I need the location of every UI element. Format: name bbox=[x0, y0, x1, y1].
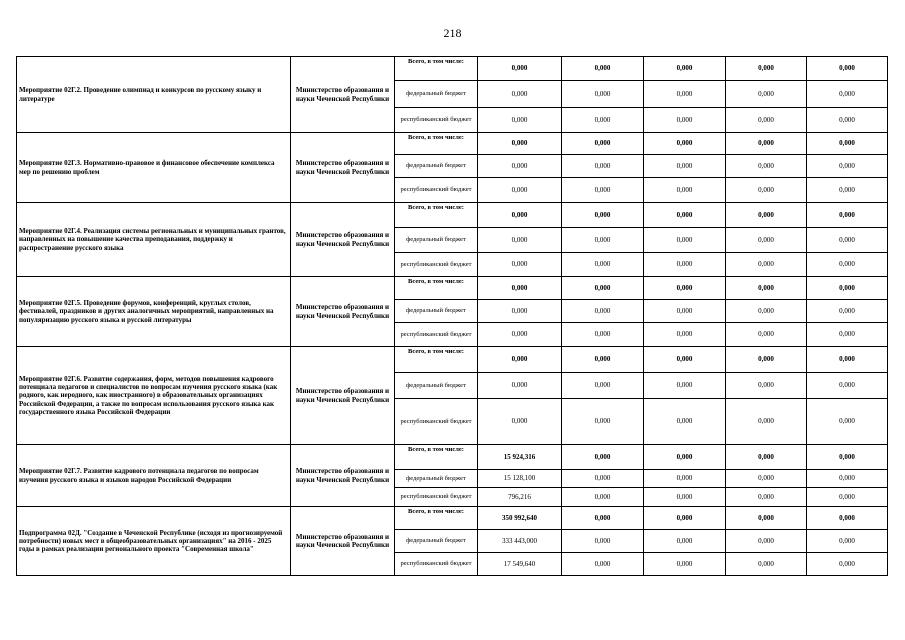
amount-cell: 0,000 bbox=[726, 347, 807, 373]
event-name-cell: Мероприятие 02Г.3. Нормативно-правовое и финансовое обеспечение комплекса мер по решению проблем bbox=[17, 133, 291, 203]
amount-cell: 0,000 bbox=[644, 253, 726, 277]
amount-cell: 0,000 bbox=[562, 133, 644, 155]
table-row-total bbox=[17, 277, 888, 300]
amount-cell: 15 128,100 bbox=[478, 470, 562, 488]
amount-cell: 0,000 bbox=[562, 323, 644, 347]
funding-source-cell: республиканский бюджет bbox=[395, 178, 478, 203]
budget-table bbox=[16, 56, 888, 576]
amount-cell: 0,000 bbox=[562, 399, 644, 445]
amount-cell: 0,000 bbox=[478, 300, 562, 323]
amount-cell: 0,000 bbox=[807, 178, 888, 203]
amount-cell: 0,000 bbox=[807, 530, 888, 553]
amount-cell: 0,000 bbox=[807, 399, 888, 445]
amount-cell: 0,000 bbox=[726, 277, 807, 300]
amount-cell: 0,000 bbox=[644, 277, 726, 300]
amount-cell: 0,000 bbox=[807, 228, 888, 253]
amount-cell: 15 924,316 bbox=[478, 445, 562, 470]
amount-cell: 0,000 bbox=[644, 553, 726, 576]
amount-cell: 0,000 bbox=[562, 373, 644, 399]
amount-cell: 0,000 bbox=[807, 300, 888, 323]
amount-cell: 0,000 bbox=[807, 507, 888, 530]
funding-source-cell: Всего, в том числе: bbox=[395, 203, 478, 228]
amount-cell: 0,000 bbox=[726, 228, 807, 253]
amount-cell: 0,000 bbox=[807, 277, 888, 300]
amount-cell: 0,000 bbox=[562, 488, 644, 507]
executor-cell: Министерство образования и науки Чеченской Республики bbox=[291, 57, 395, 133]
amount-cell: 17 549,640 bbox=[478, 553, 562, 576]
amount-cell: 0,000 bbox=[726, 155, 807, 178]
amount-cell: 0,000 bbox=[562, 553, 644, 576]
event-name-cell: Подпрограмма 02Д. "Создание в Чеченской Республике (исходя из прогнозируемой потребности) новых мест в общеобразовательных организациях" на 2016 - 2025 годы в рамках реализации регионального проекта "Современная школа" bbox=[17, 507, 291, 576]
executor-cell: Министерство образования и науки Чеченской Республики bbox=[291, 445, 395, 507]
table-row-total bbox=[17, 445, 888, 470]
executor-cell: Министерство образования и науки Чеченской Республики bbox=[291, 277, 395, 347]
amount-cell: 0,000 bbox=[726, 399, 807, 445]
funding-source-cell: Всего, в том числе: bbox=[395, 133, 478, 155]
amount-cell: 0,000 bbox=[478, 81, 562, 108]
amount-cell: 0,000 bbox=[562, 57, 644, 81]
amount-cell: 0,000 bbox=[726, 81, 807, 108]
amount-cell: 0,000 bbox=[726, 553, 807, 576]
amount-cell: 0,000 bbox=[644, 155, 726, 178]
amount-cell: 0,000 bbox=[726, 300, 807, 323]
amount-cell: 0,000 bbox=[807, 253, 888, 277]
funding-source-cell: федеральный бюджет bbox=[395, 81, 478, 108]
amount-cell: 0,000 bbox=[562, 108, 644, 133]
amount-cell: 0,000 bbox=[807, 57, 888, 81]
executor-cell: Министерство образования и науки Чеченской Республики bbox=[291, 133, 395, 203]
amount-cell: 0,000 bbox=[644, 488, 726, 507]
amount-cell: 0,000 bbox=[478, 178, 562, 203]
executor-cell: Министерство образования и науки Чеченской Республики bbox=[291, 347, 395, 445]
funding-source-cell: федеральный бюджет bbox=[395, 300, 478, 323]
amount-cell: 0,000 bbox=[644, 373, 726, 399]
funding-source-cell: федеральный бюджет bbox=[395, 470, 478, 488]
event-name-cell: Мероприятие 02Г.2. Проведение олимпиад и конкурсов по русскому языку и литературе bbox=[17, 57, 291, 133]
amount-cell: 0,000 bbox=[644, 228, 726, 253]
amount-cell: 0,000 bbox=[644, 323, 726, 347]
amount-cell: 0,000 bbox=[726, 530, 807, 553]
amount-cell: 0,000 bbox=[478, 373, 562, 399]
amount-cell: 0,000 bbox=[807, 445, 888, 470]
amount-cell: 0,000 bbox=[644, 347, 726, 373]
amount-cell: 0,000 bbox=[562, 203, 644, 228]
executor-cell: Министерство образования и науки Чеченской Республики bbox=[291, 203, 395, 277]
funding-source-cell: федеральный бюджет bbox=[395, 228, 478, 253]
amount-cell: 0,000 bbox=[807, 373, 888, 399]
page-number: 218 bbox=[443, 26, 462, 40]
table-row-total bbox=[17, 347, 888, 373]
amount-cell: 0,000 bbox=[726, 133, 807, 155]
amount-cell: 0,000 bbox=[726, 178, 807, 203]
amount-cell: 0,000 bbox=[478, 203, 562, 228]
funding-source-cell: республиканский бюджет bbox=[395, 253, 478, 277]
table-row-total bbox=[17, 507, 888, 530]
funding-source-cell: республиканский бюджет bbox=[395, 488, 478, 507]
event-name-cell: Мероприятие 02Г.5. Проведение форумов, конференций, круглых столов, фестивалей, праздников и других аналогичных мероприятий, направленных на популяризацию русского языка и русской литературы bbox=[17, 277, 291, 347]
amount-cell: 0,000 bbox=[562, 347, 644, 373]
amount-cell: 0,000 bbox=[726, 470, 807, 488]
amount-cell: 0,000 bbox=[644, 133, 726, 155]
amount-cell: 0,000 bbox=[478, 277, 562, 300]
amount-cell: 0,000 bbox=[726, 373, 807, 399]
event-name-cell: Мероприятие 02Г.4. Реализация системы региональных и муниципальных грантов, направленных на повышение качества преподавания, поддержку и распространение русского языка bbox=[17, 203, 291, 277]
funding-source-cell: республиканский бюджет bbox=[395, 323, 478, 347]
amount-cell: 0,000 bbox=[807, 323, 888, 347]
table-row-total bbox=[17, 133, 888, 155]
funding-source-cell: федеральный бюджет bbox=[395, 530, 478, 553]
amount-cell: 0,000 bbox=[478, 57, 562, 81]
event-name-cell: Мероприятие 02Г.7. Развитие кадрового потенциала педагогов по вопросам изучения русского языка и языков народов Российской Федерации bbox=[17, 445, 291, 507]
amount-cell: 0,000 bbox=[807, 81, 888, 108]
amount-cell: 0,000 bbox=[726, 108, 807, 133]
amount-cell: 0,000 bbox=[644, 203, 726, 228]
amount-cell: 0,000 bbox=[478, 133, 562, 155]
amount-cell: 0,000 bbox=[644, 108, 726, 133]
amount-cell: 0,000 bbox=[807, 133, 888, 155]
amount-cell: 0,000 bbox=[562, 228, 644, 253]
amount-cell: 0,000 bbox=[644, 57, 726, 81]
funding-source-cell: республиканский бюджет bbox=[395, 399, 478, 445]
amount-cell: 0,000 bbox=[478, 253, 562, 277]
amount-cell: 0,000 bbox=[807, 203, 888, 228]
amount-cell: 0,000 bbox=[562, 81, 644, 108]
amount-cell: 0,000 bbox=[478, 155, 562, 178]
amount-cell: 0,000 bbox=[644, 507, 726, 530]
amount-cell: 0,000 bbox=[478, 108, 562, 133]
amount-cell: 0,000 bbox=[562, 277, 644, 300]
amount-cell: 0,000 bbox=[478, 347, 562, 373]
amount-cell: 0,000 bbox=[562, 253, 644, 277]
funding-source-cell: Всего, в том числе: bbox=[395, 507, 478, 530]
amount-cell: 0,000 bbox=[807, 488, 888, 507]
amount-cell: 0,000 bbox=[807, 108, 888, 133]
amount-cell: 0,000 bbox=[726, 445, 807, 470]
table-row-total bbox=[17, 57, 888, 81]
amount-cell: 0,000 bbox=[478, 228, 562, 253]
amount-cell: 0,000 bbox=[562, 507, 644, 530]
amount-cell: 0,000 bbox=[726, 323, 807, 347]
amount-cell: 0,000 bbox=[807, 347, 888, 373]
funding-source-cell: Всего, в том числе: bbox=[395, 57, 478, 81]
funding-source-cell: федеральный бюджет bbox=[395, 155, 478, 178]
table-row-total bbox=[17, 203, 888, 228]
amount-cell: 0,000 bbox=[644, 300, 726, 323]
amount-cell: 0,000 bbox=[726, 203, 807, 228]
amount-cell: 0,000 bbox=[644, 81, 726, 108]
amount-cell: 0,000 bbox=[562, 155, 644, 178]
amount-cell: 350 992,640 bbox=[478, 507, 562, 530]
funding-source-cell: Всего, в том числе: bbox=[395, 445, 478, 470]
funding-source-cell: Всего, в том числе: bbox=[395, 277, 478, 300]
amount-cell: 333 443,000 bbox=[478, 530, 562, 553]
amount-cell: 0,000 bbox=[562, 470, 644, 488]
amount-cell: 796,216 bbox=[478, 488, 562, 507]
amount-cell: 0,000 bbox=[562, 300, 644, 323]
amount-cell: 0,000 bbox=[478, 323, 562, 347]
amount-cell: 0,000 bbox=[644, 399, 726, 445]
amount-cell: 0,000 bbox=[644, 445, 726, 470]
amount-cell: 0,000 bbox=[644, 470, 726, 488]
amount-cell: 0,000 bbox=[726, 57, 807, 81]
amount-cell: 0,000 bbox=[807, 553, 888, 576]
funding-source-cell: федеральный бюджет bbox=[395, 373, 478, 399]
funding-source-cell: республиканский бюджет bbox=[395, 108, 478, 133]
amount-cell: 0,000 bbox=[478, 399, 562, 445]
amount-cell: 0,000 bbox=[726, 507, 807, 530]
executor-cell: Министерство образования и науки Чеченской Республики bbox=[291, 507, 395, 576]
amount-cell: 0,000 bbox=[562, 530, 644, 553]
amount-cell: 0,000 bbox=[807, 155, 888, 178]
event-name-cell: Мероприятие 02Г.6. Развитие содержания, форм, методов повышения кадрового потенциала педагогов и специалистов по вопросам изучения русского языка (как родного, как неродного, как иностранного) в образовательных организациях Российской Федерации, а также по вопросам использования русского языка как государственного языка Российской Федерации bbox=[17, 347, 291, 445]
amount-cell: 0,000 bbox=[726, 253, 807, 277]
amount-cell: 0,000 bbox=[644, 530, 726, 553]
amount-cell: 0,000 bbox=[562, 178, 644, 203]
funding-source-cell: Всего, в том числе: bbox=[395, 347, 478, 373]
amount-cell: 0,000 bbox=[807, 470, 888, 488]
amount-cell: 0,000 bbox=[644, 178, 726, 203]
funding-source-cell: республиканский бюджет bbox=[395, 553, 478, 576]
amount-cell: 0,000 bbox=[562, 445, 644, 470]
amount-cell: 0,000 bbox=[726, 488, 807, 507]
